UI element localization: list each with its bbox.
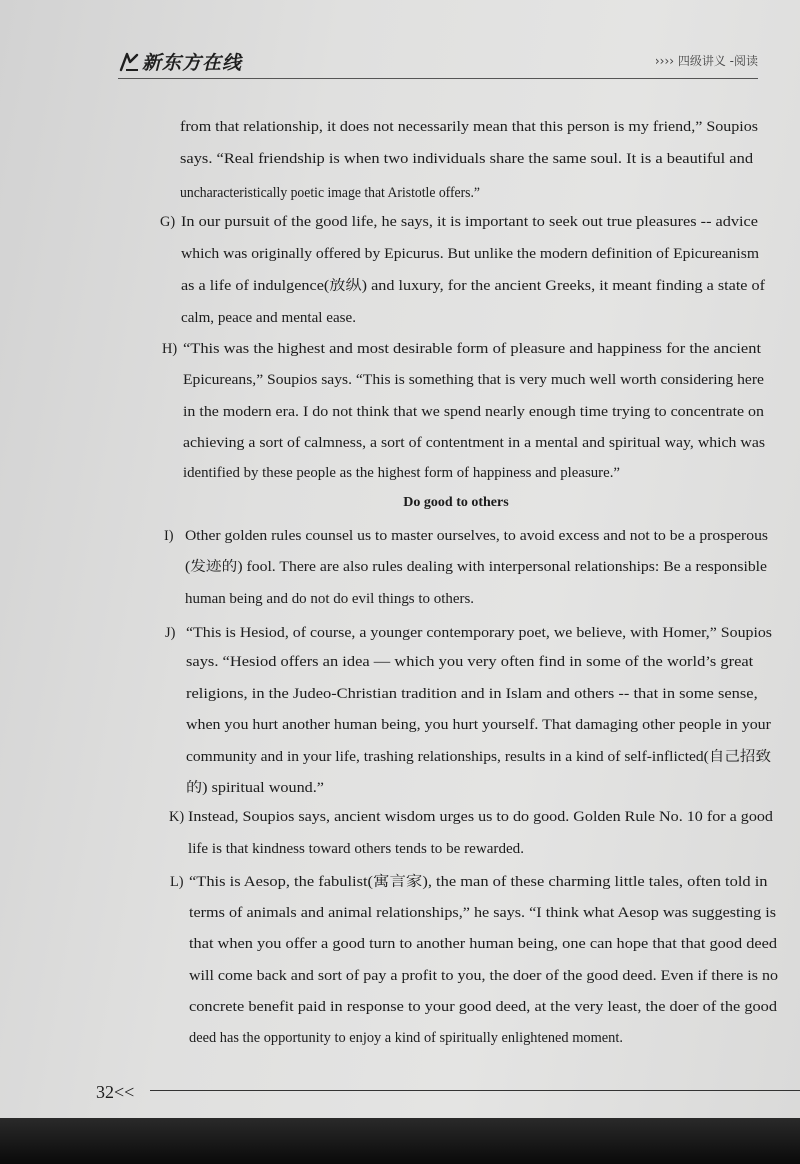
text-line: calm, peace and mental ease. — [181, 310, 356, 326]
text-line: (发迹的) fool. There are also rules dealing with interpersonal relationships: Be a responsible — [185, 559, 768, 575]
text-line: “This was the highest and most desirable form of pleasure and happiness for the ancient — [183, 341, 762, 357]
paragraph-label: L) — [170, 874, 184, 890]
logo-text: 新东方在线 — [142, 52, 243, 74]
text-line: Instead, Soupios says, ancient wisdom urges us to do good. Golden Rule No. 10 for a good — [188, 809, 773, 825]
text-line: 的) spiritual wound.” — [186, 780, 324, 796]
text-line: community and in your life, trashing relationships, results in a kind of self-inflicted(自己招致 — [186, 749, 771, 765]
section-title: ›››› 四级讲义 -阅读 — [654, 54, 758, 68]
text-line: when you hurt another human being, you hurt yourself. That damaging other people in your — [186, 717, 771, 733]
text-line: as a life of indulgence(放纵) and luxury, for the ancient Greeks, it meant finding a state of — [181, 278, 766, 294]
text-line: says. “Hesiod offers an idea — which you very often find in some of the world’s great — [186, 654, 754, 670]
text-line: achieving a sort of calmness, a sort of contentment in a mental and spiritual way, which was — [183, 435, 766, 451]
text-line: terms of animals and animal relationships,” he says. “I think what Aesop was suggesting is — [189, 905, 776, 921]
text-line: life is that kindness toward others tends to be rewarded. — [188, 841, 524, 857]
page-number: 32<< — [96, 1082, 135, 1102]
logo — [118, 48, 242, 75]
text-line: deed has the opportunity to enjoy a kind of spiritually enlightened moment. — [189, 1030, 623, 1046]
text-line: that when you offer a good turn to another human being, one can hope that that good deed — [189, 936, 778, 952]
paragraph-label: I) — [164, 528, 174, 544]
text-line: Other golden rules counsel us to master ourselves, to avoid excess and not to be a prosperous — [185, 528, 769, 544]
section-subheading: Do good to others — [403, 495, 509, 510]
text-line: says. “Real friendship is when two individuals share the same soul. It is a beautiful and — [180, 151, 754, 167]
page-header — [118, 44, 758, 80]
paragraph-label: K) — [169, 809, 185, 825]
text-line: “This is Hesiod, of course, a younger contemporary poet, we believe, with Homer,” Soupios — [186, 625, 772, 641]
text-line: Epicureans,” Soupios says. “This is something that is very much well worth considering here — [183, 372, 764, 388]
logo-mark-icon — [118, 51, 140, 73]
text-line: from that relationship, it does not necessarily mean that this person is my friend,” Soupios — [180, 119, 759, 135]
text-line: religions, in the Judeo-Christian tradition and in Islam and others -- that in some sense, — [186, 686, 758, 702]
text-line: In our pursuit of the good life, he says, it is important to seek out true pleasures -- advice — [181, 214, 758, 230]
paragraph-label: J) — [165, 625, 176, 641]
text-line: concrete benefit paid in response to your good deed, at the very least, the doer of the good — [189, 999, 777, 1015]
text-line: in the modern era. I do not think that we spend nearly enough time trying to concentrate on — [183, 404, 765, 420]
text-line: will come back and sort of pay a profit to you, the doer of the good deed. Even if there is no — [189, 968, 778, 984]
text-line: “This is Aesop, the fabulist(寓言家), the man of these charming little tales, often told in — [189, 874, 768, 890]
paragraph-label: G) — [160, 214, 176, 230]
paragraph-label: H) — [162, 341, 178, 357]
header-rule — [118, 78, 758, 79]
text-line: human being and do not do evil things to others. — [185, 591, 475, 607]
page-bottom-edge — [0, 1118, 800, 1164]
text-line: which was originally offered by Epicurus. But unlike the modern definition of Epicureanism — [181, 246, 759, 262]
footer-rule — [150, 1090, 800, 1091]
text-line: identified by these people as the highest form of happiness and pleasure.” — [183, 465, 621, 481]
text-line: uncharacteristically poetic image that Aristotle offers.” — [180, 185, 481, 201]
